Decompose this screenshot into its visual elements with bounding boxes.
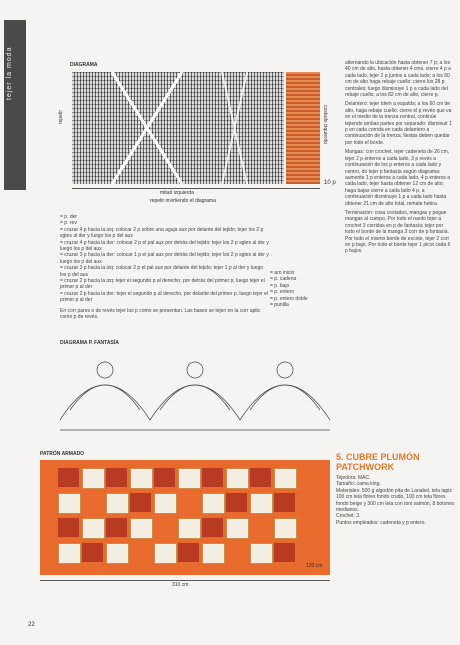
- section-tab-label: tejer la moda: [6, 46, 13, 100]
- half-label: mitad izquierda: [160, 190, 194, 196]
- plumon-section: [336, 452, 456, 526]
- repeat-inverted-label: repetir invirtiendo el diagrama: [150, 198, 216, 204]
- lace-title: DIAGRAMA P. FANTASÍA: [60, 340, 119, 346]
- plumon-item: Puntos empleados: cadeneta y p entero.: [336, 519, 426, 526]
- diagram-title: DIAGRAMA: [70, 62, 98, 68]
- half-line: [72, 188, 320, 189]
- paragraph: Terminación: cosa costados, mangas y pegue mangas al cuerpo. Por todo el ruedo tejer a crochet 3 corridas en p de fantasía; tejer por todo el borde de la manga 3 corr de p fantasía. Por todo el mismo borde de escote, tejer 2 corr en p bajo. Por todo el borde tejer 1 picot cada 6 p bajos.: [345, 209, 451, 255]
- plumon-item: Tamaño: cama king.: [336, 481, 381, 488]
- instructions-column: [345, 60, 453, 255]
- width-dimension-line: [40, 580, 330, 581]
- crochet-legend-item: = p. entero doble: [270, 295, 308, 302]
- chart-side-band: [286, 72, 320, 184]
- repeat-label: repetir: [58, 110, 64, 125]
- paragraph: Delantero: tejer ídem a espalda; a los 60 cm de alto, haga rebaje cuello: cierre el p revés que va en el medio de la trenza central, continúe tejiendo ambas partes por separado: disminuir 1 p en cada corrida en cada delantero a continuación de la trenza; llestas deben quedar por todo el borde.: [345, 101, 453, 146]
- lace-diagram: [60, 350, 330, 440]
- legend-item: = cruzar 4 p hacia la izq: colocar 2 p sobre una aguja aux por delante del tejido; tejer los 2 p sgtes al der y luego los p del aux: [60, 226, 264, 240]
- crochet-legend: [270, 270, 330, 308]
- legend-item: = cruzar 2 p hacia la der: tejer el segundo p al derecho, por delante del primer p, luego tejer el primer p al der: [60, 290, 269, 304]
- plumon-item: Materiales: 500 g algodón pita de Lanabel, tela tapiz 100 cm tela flores fondo crudo, 100 cm tela flores fondo beige y 300 cm tela con toni salmón, 8 botones medianos.: [336, 487, 455, 514]
- height-label: 120 cm: [306, 563, 323, 569]
- chart-overlay: [72, 72, 322, 184]
- crochet-legend-item: = p. cadena: [270, 276, 297, 283]
- patchwork-grid: [58, 468, 298, 568]
- paragraph: alternando la ubicación hasta obtener 7 p; a los 40 cm de alto, hasta obtener 4 cms. cierre 4 p a cada lado, tejer 2 p juntos a cada lado; a los 60 cm de alto haga rebaje cuello: cierre los 28 p centrales; luego disminuye 1 p a cada lado del rebaje cuello; a los 82 cm de alto, cierre p.: [345, 60, 451, 99]
- legend-item: = p. der: [60, 214, 78, 220]
- plumon-item: Crochet: 3.: [336, 513, 361, 520]
- crochet-legend-item: = aro inicio: [270, 270, 295, 276]
- side-label: costado izquierdo: [322, 105, 328, 145]
- plumon-materials: [336, 475, 456, 526]
- width-label: 310 cm: [172, 582, 189, 588]
- section-tab: [4, 20, 26, 190]
- paragraph: Mangas: con crochet, tejer cadeneta de 26 cm, tejer 2 p enteros a cada lado, 3 p revés a continuación de los p enteros a cada lado y centro, do tejer p fantasía según diagrama: aumente 1 p enteros a cada lado, 4 p enteros a cada lado, tejer hasta obtener 12 cm de alto, haga bajas cierre a cada lado 4 p, a continuación disminuye 1 p a cada lado hasta obtener 21 cm de alto total, remate hebra.: [345, 149, 451, 207]
- page-number: 22: [28, 622, 35, 628]
- legend-item: = p. rev: [60, 220, 77, 227]
- plumon-title: 5. CUBRE PLUMÓN PATCHWORK: [336, 452, 420, 472]
- legend-item: = cruzar 2 p hacia la izq: tejer el segundo p al derecho, por detrás del primer p, luego tejer el primer p al der: [60, 278, 265, 291]
- patchwork-title: PATRÓN ARMADO: [40, 451, 85, 457]
- legend-item: = cruzar 3 p hacia la izq: colocar 2 p el pal aux por delante del tejido; tejer 1 p al der y luego los p del aux: [60, 265, 264, 278]
- knit-legend: [60, 214, 270, 321]
- crochet-legend-item: = p. bajo: [270, 282, 290, 289]
- crochet-legend-item: = p. entero: [270, 289, 295, 296]
- height-marker: 10 p: [324, 180, 336, 186]
- legend-note: En corr pares o de revés tejer los p como se presentan. Las bases se tejen en la corr aplic como p de revés.: [60, 307, 261, 321]
- crochet-legend-item: = punilla: [270, 302, 289, 309]
- legend-item: = cruzar 3 p hacia la der: colocar 1 p el pal aux por detrás del tejido; tejer los 2 p sgtes al der y luego los p del aux: [60, 252, 269, 265]
- legend-item: = cruzar 4 p hacia la der: colocar 2 p el pal aux por detrás del tejido; tejer los 2 p sgtes al der y luego los p del aux: [60, 239, 269, 253]
- plumon-item: Tejedora: MAC.: [336, 475, 371, 481]
